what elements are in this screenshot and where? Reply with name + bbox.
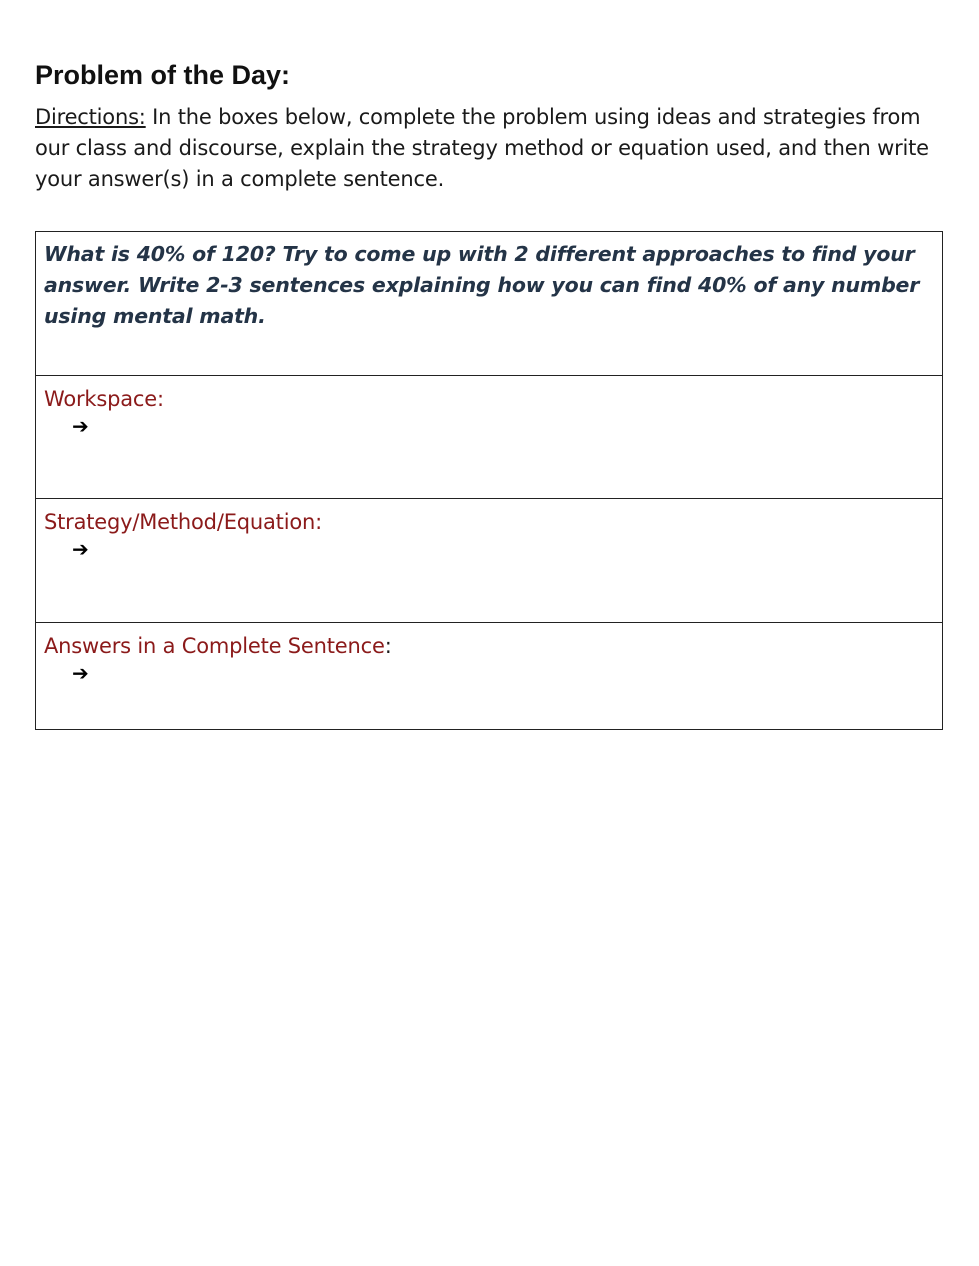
directions-paragraph <box>35 102 943 195</box>
arrow-bullet-icon: ➔ <box>72 537 89 561</box>
document-page <box>35 56 943 730</box>
arrow-bullet-icon: ➔ <box>72 414 89 438</box>
workspace-label: Workspace: <box>44 387 164 411</box>
problem-table <box>35 231 943 730</box>
directions-text: In the boxes below, complete the problem using ideas and strategies from our class and discourse, explain the strategy method or equation used, and then write your answer(s) in a complete sentence. <box>35 105 929 191</box>
directions-lead: Directions: <box>35 105 146 129</box>
answer-cell[interactable] <box>36 622 942 729</box>
answer-label-line <box>44 631 934 662</box>
problem-prompt-cell <box>36 232 942 375</box>
page-title: Problem of the Day: <box>35 60 291 90</box>
answer-label-colon: : <box>384 634 392 658</box>
problem-prompt: What is 40% of 120? Try to come up with 2 different approaches to find your answer. Write 2-3 sentences explaining how you can find 40% of any number using mental math. <box>44 242 920 328</box>
answer-label: Answers in a Complete Sentence <box>44 634 385 658</box>
workspace-cell[interactable] <box>36 375 942 498</box>
strategy-cell[interactable] <box>36 498 942 622</box>
arrow-bullet-icon: ➔ <box>72 661 89 685</box>
strategy-label: Strategy/Method/Equation: <box>44 510 322 534</box>
